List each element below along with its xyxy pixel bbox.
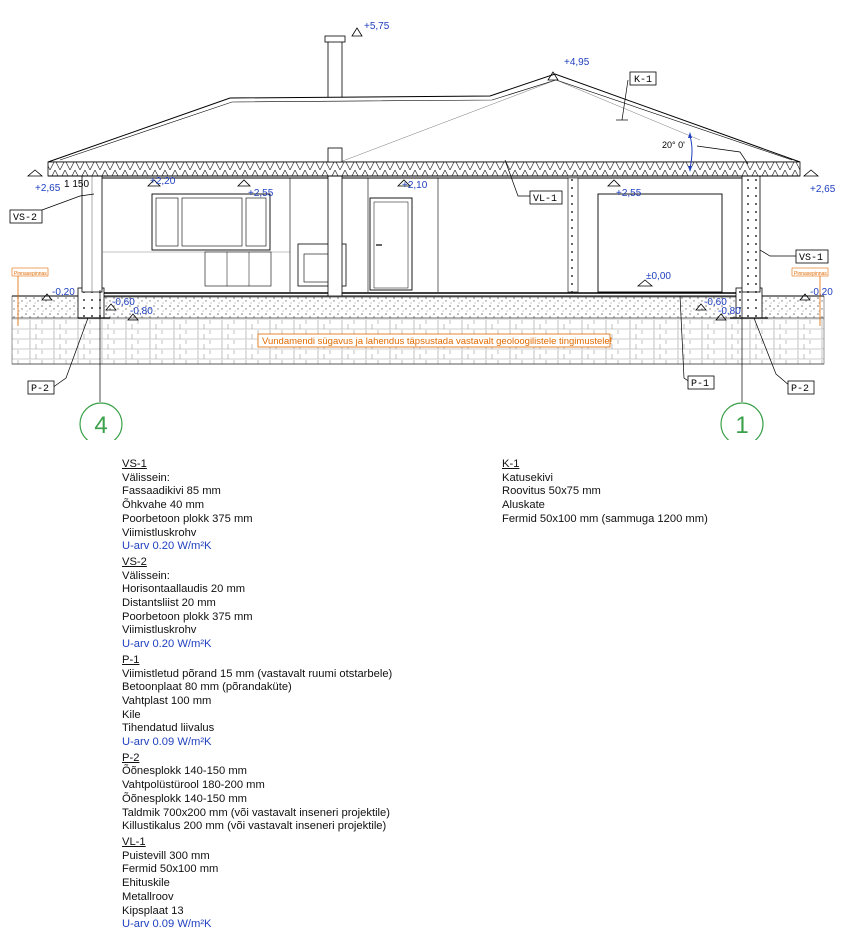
level-foundation-left-b: -0,80: [130, 306, 153, 317]
level-door-top: +2,10: [402, 180, 428, 191]
legend-group-vs-2: [122, 556, 392, 652]
svg-text:Vundamendi sügavus ja lahendus: Vundamendi sügavus ja lahendus täpsustada vastavalt geoloogilistele tingimustele!: [262, 336, 613, 347]
tag-vs1: [796, 250, 828, 264]
foundation-note: [258, 334, 612, 347]
svg-text:VL-1: VL-1: [533, 194, 558, 205]
legend-line: Viimistluskrohv: [122, 526, 197, 539]
legend-line: Vahtplast 100 mm: [122, 694, 212, 707]
dimension-offset: 1 150: [64, 179, 90, 190]
axis-1: [721, 403, 763, 440]
legend-uvalue: U-arv 0.20 W/m²K: [122, 540, 212, 553]
level-floor: ±0,00: [646, 271, 671, 282]
legend-group-p-1: [122, 654, 392, 750]
legend-line: Betoonplaat 80 mm (põrandaküte): [122, 681, 292, 694]
legend-title: VL-1: [122, 835, 146, 848]
legend-title: VS-1: [122, 458, 147, 470]
legend-line: Fermid 50x100 mm (sammuga 1200 mm): [502, 512, 708, 525]
legend-line: Poorbetoon plokk 375 mm: [122, 610, 253, 623]
legend-line: Killustikalus 200 mm (või vastavalt inseneri projektile): [122, 820, 387, 833]
level-window-top: +2,20: [150, 176, 176, 187]
legend-line: Horisontaallaudis 20 mm: [122, 583, 246, 596]
legend-group-k-1: [502, 458, 708, 527]
legend-line: Fassaadikivi 85 mm: [122, 485, 221, 498]
tag-p2-right: [788, 381, 814, 395]
axis-4: [80, 403, 122, 440]
openings: [152, 194, 722, 292]
level-ceiling-left: +2,55: [248, 188, 274, 199]
legend-line: Distantsliist 20 mm: [122, 597, 216, 610]
legend-uvalue: U-arv 0.09 W/m²K: [122, 918, 212, 931]
section-drawing: [0, 0, 847, 440]
svg-text:VS-1: VS-1: [799, 253, 824, 264]
legend-line: Tihendatud liivalus: [122, 722, 215, 735]
level-foundation-left-a: -0,60: [112, 297, 135, 308]
legend-group-p-2: [122, 752, 392, 834]
svg-text:P-2: P-2: [791, 384, 810, 395]
legend-left: [122, 458, 392, 934]
svg-text:K-1: K-1: [634, 75, 653, 86]
level-ceiling-right: +2,55: [616, 188, 642, 199]
tag-k1: [630, 72, 656, 86]
legend-group-vs-1: [122, 458, 392, 554]
legend-line: Taldmik 700x200 mm (või vastavalt inseneri projektile): [122, 806, 390, 819]
tag-p2-left: [28, 381, 54, 395]
legend-line: Poorbetoon plokk 375 mm: [122, 512, 253, 525]
svg-text:P-2: P-2: [31, 384, 50, 395]
legend-line: Katusekivi: [502, 471, 553, 484]
legend-title: P-1: [122, 653, 140, 666]
level-foundation-right-a: -0,60: [704, 297, 727, 308]
legend-line: Välissein:: [122, 569, 170, 582]
tag-p1: [688, 376, 714, 390]
legend-line: Viimistletud põrand 15 mm (vastavalt ruumi otstarbele): [122, 667, 393, 680]
legend-line: Roovitus 50x75 mm: [502, 485, 601, 498]
level-eave-right: +2,65: [810, 184, 836, 195]
roof-angle-text: 20° 0': [662, 140, 685, 150]
level-chimney-top: +5,75: [364, 21, 390, 32]
legend-line: Välissein:: [122, 471, 170, 484]
legend-right: [502, 458, 708, 529]
svg-text:Pinnasepinnas: Pinnasepinnas: [14, 271, 47, 277]
legend-line: Kile: [122, 708, 141, 721]
svg-text:VS-2: VS-2: [13, 213, 38, 224]
level-foundation-right-b: -0,80: [718, 306, 741, 317]
legend-line: Fermid 50x100 mm: [122, 863, 219, 876]
legend-line: Metallroov: [122, 890, 174, 903]
legend-line: Puistevill 300 mm: [122, 849, 210, 862]
svg-text:4: 4: [94, 412, 108, 439]
legend-line: Ehituskile: [122, 877, 170, 890]
level-eave-left: +2,65: [35, 183, 61, 194]
svg-text:P-1: P-1: [691, 379, 710, 390]
svg-text:1: 1: [735, 412, 749, 439]
legend-line: Õõnesplokk 140-150 mm: [122, 792, 247, 805]
tag-vs2: [10, 210, 42, 224]
legend-title: VS-2: [122, 555, 147, 568]
level-ridge: +4,95: [564, 57, 590, 68]
legend-line: Õõnesplokk 140-150 mm: [122, 765, 247, 778]
legend-line: Aluskate: [502, 499, 545, 512]
legend-group-vl-1: [122, 836, 392, 932]
roof: [48, 74, 800, 176]
legend-line: Kipsplaat 13: [122, 904, 184, 917]
legend-uvalue: U-arv 0.09 W/m²K: [122, 736, 212, 749]
legend-line: Viimistluskrohv: [122, 624, 197, 637]
level-ground-right: -0,20: [810, 287, 833, 298]
legend-title: K-1: [502, 458, 520, 470]
svg-text:Pinnasepinnas: Pinnasepinnas: [794, 271, 827, 277]
level-ground-left: -0,20: [52, 287, 75, 298]
tag-vl1: [530, 191, 562, 205]
legend-line: Vahtpolüstürool 180-200 mm: [122, 779, 265, 792]
legend-line: Õhkvahe 40 mm: [122, 499, 205, 512]
legend-uvalue: U-arv 0.20 W/m²K: [122, 638, 212, 651]
legend-title: P-2: [122, 751, 140, 764]
